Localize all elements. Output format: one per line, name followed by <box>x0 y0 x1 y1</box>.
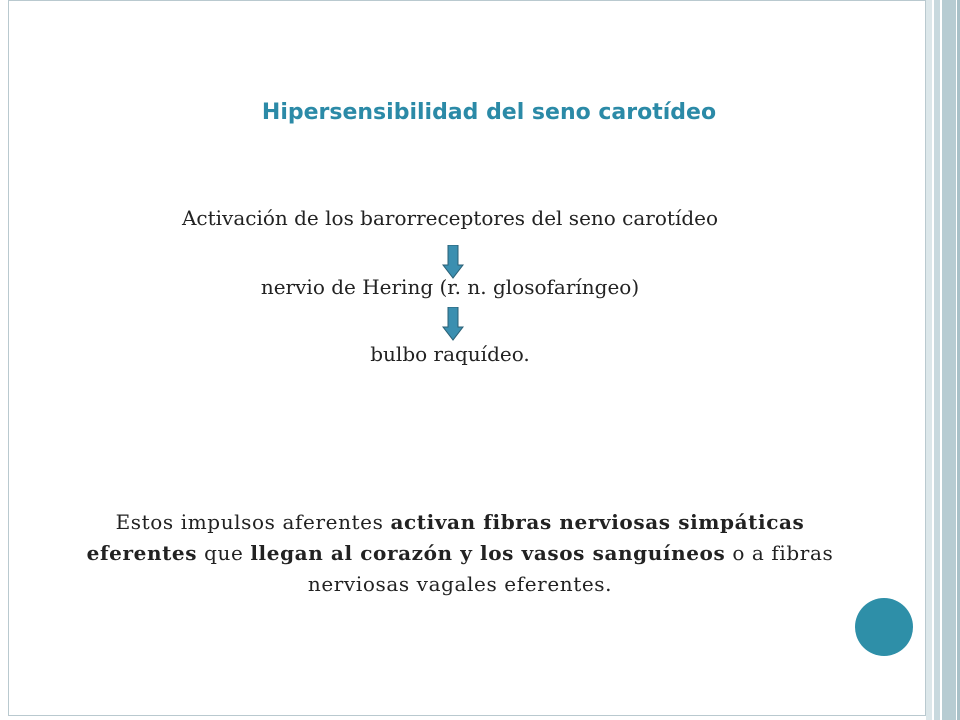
paragraph-text: que <box>197 541 251 565</box>
decorative-circle <box>855 598 913 656</box>
paragraph-bold-text: activan fibras nerviosas simpáticas eferentes <box>86 510 805 565</box>
paragraph-text: Estos impulsos aferentes <box>115 510 391 534</box>
slide-title: Hipersensibilidad del seno carotídeo <box>261 100 717 125</box>
flow-step-2: nervio de Hering (r. n. glosofaríngeo) <box>260 275 640 299</box>
down-arrow-icon <box>442 245 464 279</box>
paragraph-bold-text: llegan al corazón y los vasos sanguíneos <box>250 541 726 565</box>
paragraph-text: o a fibras nerviosas vagales eferentes. <box>307 541 834 596</box>
flow-step-1: Activación de los barorreceptores del seno carotídeo <box>181 206 719 230</box>
down-arrow-icon <box>442 307 464 341</box>
explanation-paragraph <box>60 507 860 600</box>
flow-step-3: bulbo raquídeo. <box>370 342 530 366</box>
